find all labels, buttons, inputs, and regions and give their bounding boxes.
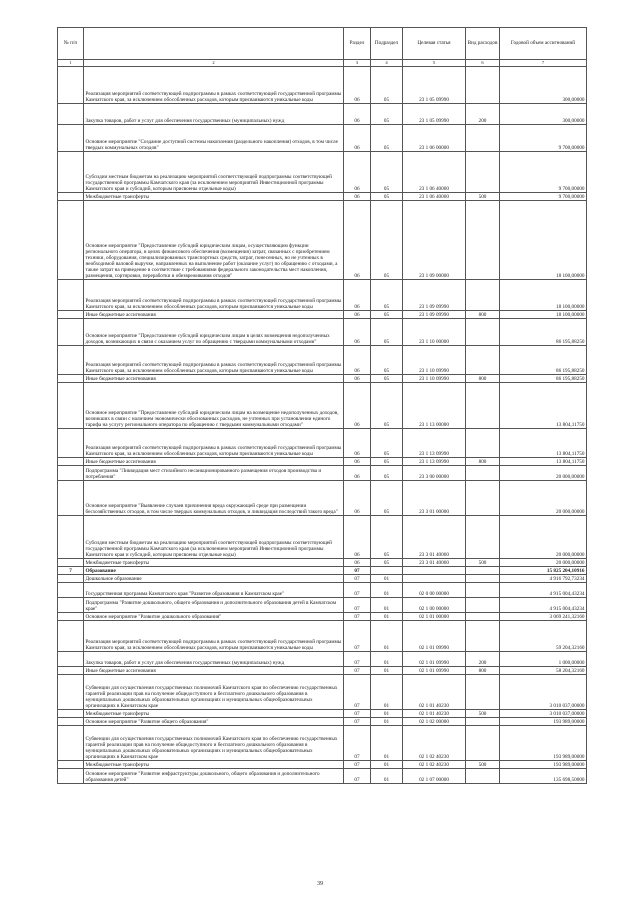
row-amount: 193 989,00000 (500, 761, 587, 769)
table-header-row (58, 28, 587, 60)
row-expense-type (466, 598, 500, 613)
table-row (58, 710, 587, 718)
row-podrazdel: 01 (371, 652, 403, 667)
row-expense-type: 200 (466, 104, 500, 125)
row-expense-type (466, 481, 500, 516)
row-target-article: 02 1 02 00000 (403, 718, 466, 726)
column-number: 7 (500, 60, 587, 67)
row-number (58, 152, 84, 193)
row-expense-type (466, 429, 500, 458)
row-target-article: 02 1 02 40230 (403, 726, 466, 761)
row-amount: 86 195,88250 (500, 319, 587, 346)
row-amount: 58 204,32160 (500, 667, 587, 675)
header-num: № п/п (58, 28, 84, 60)
row-target-article: 23 3 01 40060 (403, 516, 466, 559)
row-amount: 3 010 037,00000 (500, 710, 587, 718)
row-expense-type (466, 346, 500, 375)
row-name: Дошкольное образование (84, 575, 344, 583)
row-target-article: 23 1 09 09990 (403, 311, 466, 319)
row-target-article: 23 1 06 00000 (403, 125, 466, 152)
row-name: Основное мероприятие "Развитие общего образования" (84, 718, 344, 726)
row-razdel: 06 (344, 383, 371, 429)
row-expense-type: 800 (466, 375, 500, 383)
row-target-article: 23 1 10 00000 (403, 319, 466, 346)
column-number: 1 (58, 60, 84, 67)
row-target-article: 23 3 01 00000 (403, 481, 466, 516)
row-expense-type: 500 (466, 193, 500, 201)
row-number (58, 559, 84, 567)
row-target-article: 02 1 02 40230 (403, 761, 466, 769)
row-number (58, 575, 84, 583)
page-number: 39 (317, 881, 323, 887)
row-number (58, 481, 84, 516)
table-row (58, 769, 587, 784)
row-number (58, 761, 84, 769)
row-name: Основное мероприятие "Создание доступной системы накопления (раздельного накопления) отходов, в том числе твердых коммунальных отходов" (84, 125, 344, 152)
row-target-article: 02 0 00 00000 (403, 583, 466, 598)
row-expense-type (466, 319, 500, 346)
table-row (58, 667, 587, 675)
column-number: 2 (84, 60, 344, 67)
row-razdel: 06 (344, 319, 371, 346)
row-amount: 3 069 241,32160 (500, 613, 587, 621)
column-number: 4 (371, 60, 403, 67)
row-name: Иные бюджетные ассигнования (84, 375, 344, 383)
row-razdel: 07 (344, 567, 371, 575)
row-podrazdel: 05 (371, 481, 403, 516)
row-podrazdel: 05 (371, 319, 403, 346)
header-expense-type: Вид расходов (466, 28, 500, 60)
row-target-article: 23 1 13 00000 (403, 383, 466, 429)
row-number (58, 598, 84, 613)
row-podrazdel: 05 (371, 67, 403, 104)
row-number (58, 769, 84, 784)
row-podrazdel: 05 (371, 193, 403, 201)
row-number (58, 383, 84, 429)
row-amount: 4 915 004,43234 (500, 583, 587, 598)
row-expense-type: 500 (466, 710, 500, 718)
row-podrazdel: 05 (371, 104, 403, 125)
row-razdel: 06 (344, 193, 371, 201)
table-row (58, 675, 587, 710)
row-podrazdel: 01 (371, 718, 403, 726)
row-podrazdel: 01 (371, 761, 403, 769)
row-razdel: 07 (344, 718, 371, 726)
table-row (58, 280, 587, 311)
row-expense-type (466, 583, 500, 598)
row-name: Основное мероприятие "Развитие дошкольного образования" (84, 613, 344, 621)
row-expense-type (466, 567, 500, 575)
row-razdel: 06 (344, 429, 371, 458)
row-number (58, 726, 84, 761)
table-row (58, 575, 587, 583)
row-name: Закупка товаров, работ и услуг для обеспечения государственных (муниципальных) нужд (84, 104, 344, 125)
row-target-article: 23 1 06 40060 (403, 152, 466, 193)
row-amount: 20 000,00000 (500, 516, 587, 559)
row-amount: 59 204,32160 (500, 621, 587, 652)
row-expense-type (466, 613, 500, 621)
row-target-article: 02 1 00 00000 (403, 598, 466, 613)
column-number-row (58, 60, 587, 67)
row-razdel: 07 (344, 710, 371, 718)
row-number (58, 466, 84, 481)
row-amount: 18 100,00000 (500, 280, 587, 311)
table-row (58, 319, 587, 346)
table-row (58, 466, 587, 481)
row-razdel: 06 (344, 152, 371, 193)
row-expense-type: 500 (466, 761, 500, 769)
row-target-article: 23 1 09 09990 (403, 280, 466, 311)
row-number (58, 346, 84, 375)
row-target-article: 23 3 01 40060 (403, 559, 466, 567)
row-expense-type (466, 466, 500, 481)
row-razdel: 07 (344, 769, 371, 784)
row-name: Закупка товаров, работ и услуг для обеспечения государственных (муниципальных) нужд (84, 652, 344, 667)
header-target-article: Целевая статья (403, 28, 466, 60)
row-target-article: 02 1 01 09990 (403, 667, 466, 675)
row-podrazdel: 01 (371, 675, 403, 710)
row-razdel: 06 (344, 280, 371, 311)
row-podrazdel: 05 (371, 383, 403, 429)
row-name: Государственная программа Камчатского края "Развитие образования в Камчатском крае" (84, 583, 344, 598)
row-podrazdel: 01 (371, 575, 403, 583)
row-number (58, 375, 84, 383)
row-amount: 9 700,00000 (500, 125, 587, 152)
row-razdel: 06 (344, 311, 371, 319)
row-expense-type: 800 (466, 311, 500, 319)
row-expense-type (466, 152, 500, 193)
row-number (58, 652, 84, 667)
row-podrazdel: 01 (371, 726, 403, 761)
row-razdel: 06 (344, 201, 371, 280)
table-row (58, 559, 587, 567)
row-name: Субсидии местным бюджетам на реализацию мероприятий соответствующей подпрограммы соответствующей государственной программы Камчатского края (за исключением мероприятий Инвестиционной программы Камчатского края и субсидий, которым присвоены отдельные коды) (84, 152, 344, 193)
table-row (58, 718, 587, 726)
row-name: Иные бюджетные ассигнования (84, 667, 344, 675)
row-amount: 193 989,00000 (500, 718, 587, 726)
row-razdel: 06 (344, 559, 371, 567)
table-row (58, 761, 587, 769)
row-name: Подпрограмма "Развитие дошкольного, общего образования и дополнительного образования детей в Камчатском крае" (84, 598, 344, 613)
row-number (58, 125, 84, 152)
row-expense-type: 200 (466, 652, 500, 667)
row-target-article: 02 1 07 00000 (403, 769, 466, 784)
row-number (58, 667, 84, 675)
row-amount: 20 000,00000 (500, 481, 587, 516)
row-target-article: 23 1 13 09990 (403, 458, 466, 466)
row-podrazdel: 05 (371, 311, 403, 319)
row-name: Основное мероприятие "Предоставление субсидий юридическим лицам, осуществляющим функции регионального оператора, в целях финансового обеспечения (возмещения) затрат, связанных с приобретением техники, оборудования, специализированных транспортных средств, затрат, понесенных, но не учтенных в необходимой валовой выручке, направленных на выполнение работ (оказание услуг) по обращению с отходами, а также затрат на приведение в соответствие с требованиями федерального законодательства мест накопления, размещения, сортировки, переработки и обезвреживания отходов" (84, 201, 344, 280)
row-name: Реализация мероприятий соответствующей подпрограммы в рамках соответствующей государственной программы Камчатского края, за исключением обособленных расходов, которым присваиваются уникальные коды (84, 346, 344, 375)
row-podrazdel: 05 (371, 280, 403, 311)
row-expense-type (466, 383, 500, 429)
header-razdel: Раздел (344, 28, 371, 60)
table-row (58, 104, 587, 125)
row-number (58, 201, 84, 280)
row-amount: 9 700,00000 (500, 152, 587, 193)
row-number (58, 718, 84, 726)
table-row (58, 458, 587, 466)
row-expense-type (466, 718, 500, 726)
row-podrazdel: 05 (371, 201, 403, 280)
row-number (58, 104, 84, 125)
row-name: Реализация мероприятий соответствующей подпрограммы в рамках соответствующей государственной программы Камчатского края, за исключением обособленных расходов, которым присваиваются уникальные коды (84, 67, 344, 104)
table-row (58, 375, 587, 383)
row-number (58, 193, 84, 201)
row-expense-type (466, 726, 500, 761)
table-row (58, 201, 587, 280)
row-name: Реализация мероприятий соответствующей подпрограммы в рамках соответствующей государственной программы Камчатского края, за исключением обособленных расходов, которым присваиваются уникальные коды (84, 280, 344, 311)
table-row (58, 383, 587, 429)
row-number (58, 458, 84, 466)
row-podrazdel: 05 (371, 429, 403, 458)
row-razdel: 06 (344, 125, 371, 152)
row-razdel: 06 (344, 466, 371, 481)
row-expense-type (466, 280, 500, 311)
row-expense-type (466, 675, 500, 710)
row-number (58, 319, 84, 346)
header-annual-amount: Годовой объем ассигнований (500, 28, 587, 60)
table-row (58, 598, 587, 613)
row-name: Межбюджетные трансферты (84, 761, 344, 769)
row-amount: 86 195,88250 (500, 346, 587, 375)
row-amount: 13 804,11750 (500, 429, 587, 458)
table-row (58, 516, 587, 559)
row-expense-type: 500 (466, 559, 500, 567)
row-expense-type (466, 621, 500, 652)
row-name: Основное мероприятие "Выявление случаев причинения вреда окружающей среде при размещении бесхозяйственных отходов, в том числе твердых коммунальных отходов, и ликвидация последствий такого вреда" (84, 481, 344, 516)
row-target-article: 23 1 13 09990 (403, 429, 466, 458)
row-razdel: 07 (344, 675, 371, 710)
row-name: Основное мероприятие "Предоставление субсидий юридическим лицам в целях возмещения недополученных доходов, возникающих в связи с оказанием услуг по обращению с твердыми коммунальными отходами" (84, 319, 344, 346)
table-row (58, 583, 587, 598)
column-number: 3 (344, 60, 371, 67)
row-number (58, 613, 84, 621)
row-amount: 300,00000 (500, 104, 587, 125)
row-razdel: 07 (344, 613, 371, 621)
row-target-article: 02 1 01 40230 (403, 675, 466, 710)
row-amount: 15 825 204,10916 (500, 567, 587, 575)
row-podrazdel: 05 (371, 346, 403, 375)
table-row (58, 152, 587, 193)
row-razdel: 07 (344, 598, 371, 613)
table-row (58, 193, 587, 201)
table-row (58, 621, 587, 652)
row-target-article: 23 3 00 00000 (403, 466, 466, 481)
row-name: Основное мероприятие "Предоставление субсидий юридическим лицам на возмещение недополученных доходов, возникших в связи с наличием экономически обоснованных расходов, не учтенных при установлении единого тарифа на услугу регионального оператора по обращению с твердыми коммунальными отходами" (84, 383, 344, 429)
row-target-article: 02 1 01 40230 (403, 710, 466, 718)
row-name: Реализация мероприятий соответствующей подпрограммы в рамках соответствующей государственной программы Камчатского края, за исключением обособленных расходов, которым присваиваются уникальные коды (84, 621, 344, 652)
row-amount: 1 000,00000 (500, 652, 587, 667)
row-name: Субсидии местным бюджетам на реализацию мероприятий соответствующей подпрограммы соответствующей государственной программы Камчатского края (за исключением мероприятий Инвестиционной программы Камчатского края и субсидий, которым присвоены отдельные коды) (84, 516, 344, 559)
row-number (58, 429, 84, 458)
row-target-article: 23 1 06 40060 (403, 193, 466, 201)
row-expense-type (466, 769, 500, 784)
row-razdel: 07 (344, 583, 371, 598)
row-podrazdel: 05 (371, 516, 403, 559)
row-number (58, 621, 84, 652)
table-row (58, 311, 587, 319)
row-podrazdel: 01 (371, 613, 403, 621)
row-razdel: 06 (344, 346, 371, 375)
row-number (58, 67, 84, 104)
row-razdel: 06 (344, 481, 371, 516)
row-name: Субвенции для осуществления государственных полномочий Камчатского края по обеспечению государственных гарантий реализации прав на получение общедоступного и бесплатного дошкольного образования в муниципальных дошкольных образовательных организациях и муниципальных общеобразовательных организациях в Камчатском крае (84, 675, 344, 710)
row-amount: 20 000,00000 (500, 466, 587, 481)
row-amount: 4 915 004,43234 (500, 598, 587, 613)
row-number (58, 516, 84, 559)
table-row (58, 567, 587, 575)
row-number (58, 675, 84, 710)
row-podrazdel: 05 (371, 458, 403, 466)
row-amount: 20 000,00000 (500, 559, 587, 567)
row-amount: 4 916 792,73234 (500, 575, 587, 583)
row-podrazdel: 05 (371, 466, 403, 481)
row-name: Межбюджетные трансферты (84, 559, 344, 567)
row-target-article: 02 1 01 09990 (403, 621, 466, 652)
row-target-article: 23 1 10 09990 (403, 375, 466, 383)
table-row (58, 481, 587, 516)
row-podrazdel: 01 (371, 583, 403, 598)
row-expense-type: 800 (466, 458, 500, 466)
row-name: Субвенции для осуществления государственных полномочий Камчатского края по обеспечению государственных гарантий реализации прав на получение общедоступного и бесплатного дошкольного образования в муниципальных дошкольных образовательных организациях и муниципальных общеобразовательных организациях в Камчатском крае (84, 726, 344, 761)
row-razdel: 07 (344, 667, 371, 675)
row-name: Иные бюджетные ассигнования (84, 311, 344, 319)
row-podrazdel: 05 (371, 125, 403, 152)
row-target-article: 23 1 10 09990 (403, 346, 466, 375)
table-row (58, 346, 587, 375)
row-podrazdel: 05 (371, 375, 403, 383)
row-amount: 13 804,11750 (500, 458, 587, 466)
row-amount: 135 698,50000 (500, 769, 587, 784)
row-target-article: 23 1 09 00000 (403, 201, 466, 280)
row-razdel: 07 (344, 652, 371, 667)
row-razdel: 07 (344, 761, 371, 769)
row-podrazdel (371, 567, 403, 575)
table-row (58, 429, 587, 458)
row-expense-type: 800 (466, 667, 500, 675)
row-expense-type (466, 125, 500, 152)
row-amount: 3 010 037,00000 (500, 675, 587, 710)
row-amount: 18 100,00000 (500, 311, 587, 319)
row-number (58, 710, 84, 718)
row-expense-type (466, 516, 500, 559)
row-razdel: 06 (344, 458, 371, 466)
row-target-article: 23 1 05 09990 (403, 67, 466, 104)
row-target-article: 23 1 05 09990 (403, 104, 466, 125)
row-podrazdel: 01 (371, 598, 403, 613)
row-podrazdel: 01 (371, 710, 403, 718)
row-target-article: 02 1 01 09990 (403, 652, 466, 667)
row-podrazdel: 01 (371, 621, 403, 652)
column-number: 5 (403, 60, 466, 67)
row-amount: 300,00000 (500, 67, 587, 104)
row-number (58, 311, 84, 319)
row-amount: 86 195,88250 (500, 375, 587, 383)
row-amount: 13 804,11750 (500, 383, 587, 429)
row-target-article (403, 567, 466, 575)
row-number: 7 (58, 567, 84, 575)
row-razdel: 06 (344, 516, 371, 559)
row-razdel: 06 (344, 375, 371, 383)
row-target-article (403, 575, 466, 583)
row-razdel: 07 (344, 575, 371, 583)
table-row (58, 726, 587, 761)
row-target-article: 02 1 01 00000 (403, 613, 466, 621)
row-expense-type (466, 575, 500, 583)
row-razdel: 06 (344, 67, 371, 104)
row-razdel: 07 (344, 726, 371, 761)
table-row (58, 613, 587, 621)
row-amount: 9 700,00000 (500, 193, 587, 201)
table-row (58, 125, 587, 152)
row-name: Основное мероприятие "Развитие инфраструктуры дошкольного, общего образования и дополнительного образования детей" (84, 769, 344, 784)
row-name: Межбюджетные трансферты (84, 193, 344, 201)
row-podrazdel: 01 (371, 667, 403, 675)
row-name: Реализация мероприятий соответствующей подпрограммы в рамках соответствующей государственной программы Камчатского края, за исключением обособленных расходов, которым присваиваются уникальные коды (84, 429, 344, 458)
row-number (58, 583, 84, 598)
row-name: Подпрограмма "Ликвидация мест стихийного несанкционированного размещения отходов производства и потребления" (84, 466, 344, 481)
row-amount: 193 989,00000 (500, 726, 587, 761)
row-amount: 18 100,00000 (500, 201, 587, 280)
row-expense-type (466, 67, 500, 104)
header-name (84, 28, 344, 60)
table-row (58, 67, 587, 104)
row-razdel: 06 (344, 104, 371, 125)
budget-table (57, 27, 587, 784)
row-name: Образование (84, 567, 344, 575)
row-expense-type (466, 201, 500, 280)
row-podrazdel: 01 (371, 769, 403, 784)
row-name: Межбюджетные трансферты (84, 710, 344, 718)
table-row (58, 652, 587, 667)
header-podrazdel: Подраздел (371, 28, 403, 60)
column-number: 6 (466, 60, 500, 67)
row-number (58, 280, 84, 311)
row-podrazdel: 05 (371, 152, 403, 193)
row-razdel: 07 (344, 621, 371, 652)
row-podrazdel: 05 (371, 559, 403, 567)
row-name: Иные бюджетные ассигнования (84, 458, 344, 466)
